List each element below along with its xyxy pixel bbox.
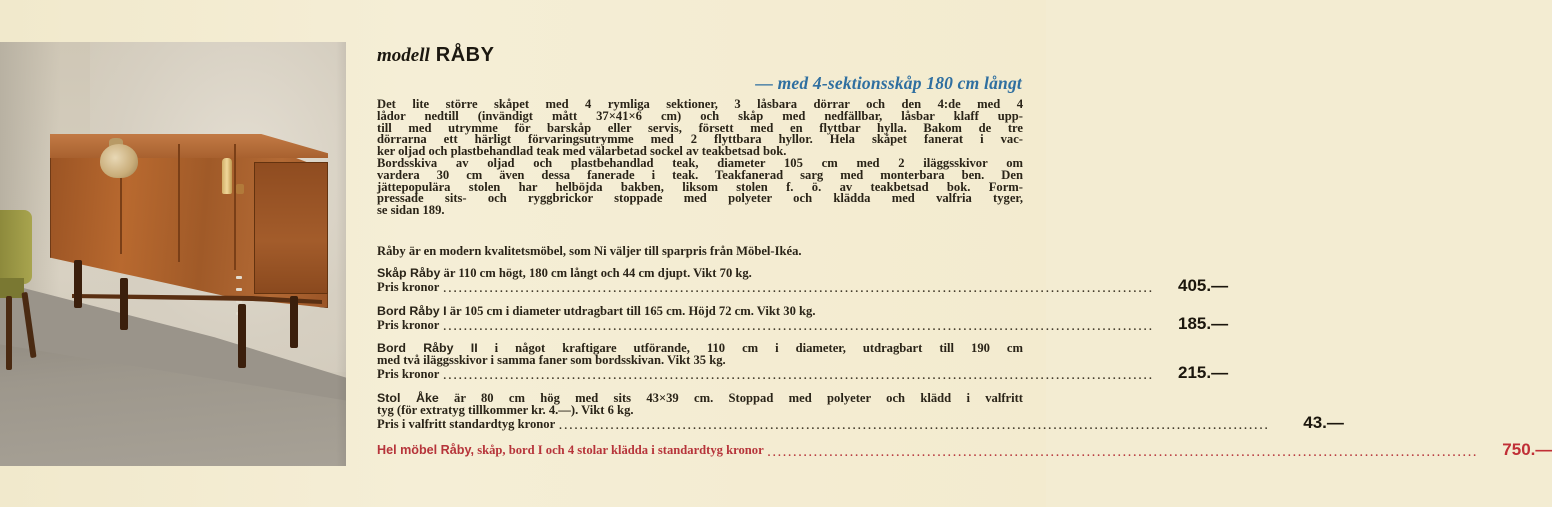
price-label: Pris kronor <box>377 318 440 332</box>
total-price: 750.— <box>1502 440 1552 459</box>
leader-dots: .......................................................................................................................................... <box>767 447 1479 459</box>
price-item-chair <box>377 391 1344 432</box>
item-text: är 105 cm i diameter utdragbart till 165 cm. Höjd 72 cm. Vikt 30 kg. <box>449 304 816 318</box>
sideboard-top <box>50 134 328 158</box>
description-line: dörrarna ett härligt förvaringsutrymme med 2 flyttbara hyllor. Hela skåpet fanerat i vac- <box>377 132 1023 147</box>
item-price: 215.— <box>1178 362 1229 382</box>
item-text: är 110 cm högt, 180 cm långt och 44 cm djupt. Vikt 70 kg. <box>443 266 752 280</box>
sideboard-leg <box>238 304 246 368</box>
total-label: Hel möbel Råby, <box>377 443 475 457</box>
item-price: 185.— <box>1178 313 1229 333</box>
description-line: lådor nedtill (invändigt mått 37×41×6 cm) och skåp med nedfällbar, låsbar klaff upp- <box>377 108 1023 123</box>
total-row <box>377 440 1552 459</box>
sideboard-door-seam <box>178 144 180 262</box>
description-line: till med utrymme för barskåp eller servis, försett med en flyttbar hylla. Bakom de tre <box>377 120 1023 135</box>
photo-edge-shade <box>336 42 346 466</box>
item-text-line: med två iläggsskivor i samma faner som bordsskivan. Vikt 35 kg. <box>377 352 726 367</box>
sideboard-door-seam <box>234 144 236 270</box>
description-line: Det lite större skåpet med 4 rymliga sektioner, 3 låsbara dörrar och den 4:de med 4 <box>377 97 1023 111</box>
chair-back <box>0 210 32 284</box>
price-label: Pris kronor <box>377 280 440 294</box>
description-line: Bordsskiva av oljad och plastbehandlad teak, diameter 105 cm med 2 iläggsskivor om <box>377 155 1023 170</box>
drawer-handle <box>236 276 242 279</box>
leader-dots: .......................................................................................................................................... <box>443 282 1155 295</box>
total-text <box>377 443 764 458</box>
leader-dots: .......................................................................................................................................... <box>443 320 1155 333</box>
description-line: vardera 30 cm även dessa fanerade i teak. Teakfanerad sarg med monterbara ben. Den <box>377 167 1023 182</box>
price-row <box>377 313 1229 333</box>
price-item-table-1 <box>377 304 1229 333</box>
leader-dots: .......................................................................................................................................... <box>443 369 1155 382</box>
description-line: se sidan 189. <box>377 203 445 218</box>
item-text: i något kraftigare utförande, 110 cm i diameter, utdragbart till 190 cm <box>494 341 1023 355</box>
leader-dots: .......................................................................................................................................... <box>559 419 1270 432</box>
item-label: Skåp Råby <box>377 266 441 280</box>
price-label: Pris i valfritt standardtyg kronor <box>377 416 556 431</box>
drawer-handle <box>236 288 242 291</box>
sideboard-end-panel <box>254 162 328 294</box>
sideboard-leg <box>74 260 82 308</box>
page-subtitle: — med 4-sektionsskåp 180 cm långt <box>755 73 1022 93</box>
price-item-cabinet <box>377 266 1229 295</box>
item-label: Bord Råby I <box>377 304 447 318</box>
description-line: jättepopulära stolen har helböjda bakben, liksom stolen f. ö. av teakbetsad bok. Form- <box>377 179 1023 194</box>
price-item-table-2 <box>377 341 1229 382</box>
item-text: är 80 cm hög med sits 43×39 cm. Stoppad med polyeter och klädd i valfritt <box>454 391 1023 405</box>
item-price: 43.— <box>1303 412 1344 432</box>
total-description: skåp, bord I och 4 stolar klädda i standardtyg kronor <box>477 443 764 457</box>
page-title <box>377 44 494 67</box>
price-row <box>377 412 1344 432</box>
item-price: 405.— <box>1178 275 1229 295</box>
item-label: Bord Råby II <box>377 341 478 355</box>
cup <box>236 184 244 194</box>
model-name: RÅBY <box>435 44 495 66</box>
item-label: Stol Åke <box>377 391 439 405</box>
item-text-line: tyg (för extratyg tillkommer kr. 4.—). Vikt 6 kg. <box>377 402 634 417</box>
description <box>377 99 1023 217</box>
sideboard-illustration <box>50 134 330 309</box>
item-description <box>377 268 1023 280</box>
product-photo <box>0 42 346 466</box>
model-word: modell <box>377 45 430 66</box>
chair-seat <box>0 278 24 298</box>
total-offer <box>377 440 1552 459</box>
item-description <box>377 306 1023 318</box>
bottle <box>222 158 232 194</box>
sideboard-leg <box>290 296 298 348</box>
price-label: Pris kronor <box>377 366 440 381</box>
description-line: ker oljad och plastbehandlad teak med välarbetad sockel av teakbetsad bok. <box>377 144 787 159</box>
quality-statement: Råby är en modern kvalitetsmöbel, som Ni väljer till sparpris från Möbel-Ikéa. <box>377 244 802 258</box>
sideboard-leg <box>120 278 128 330</box>
price-row <box>377 275 1229 295</box>
price-row <box>377 362 1229 382</box>
chair-leg <box>6 296 12 370</box>
vase <box>100 144 138 178</box>
description-line: pressade sits- och ryggbrickor stoppade med polyeter och klädda med valfria tyger, <box>377 191 1023 206</box>
